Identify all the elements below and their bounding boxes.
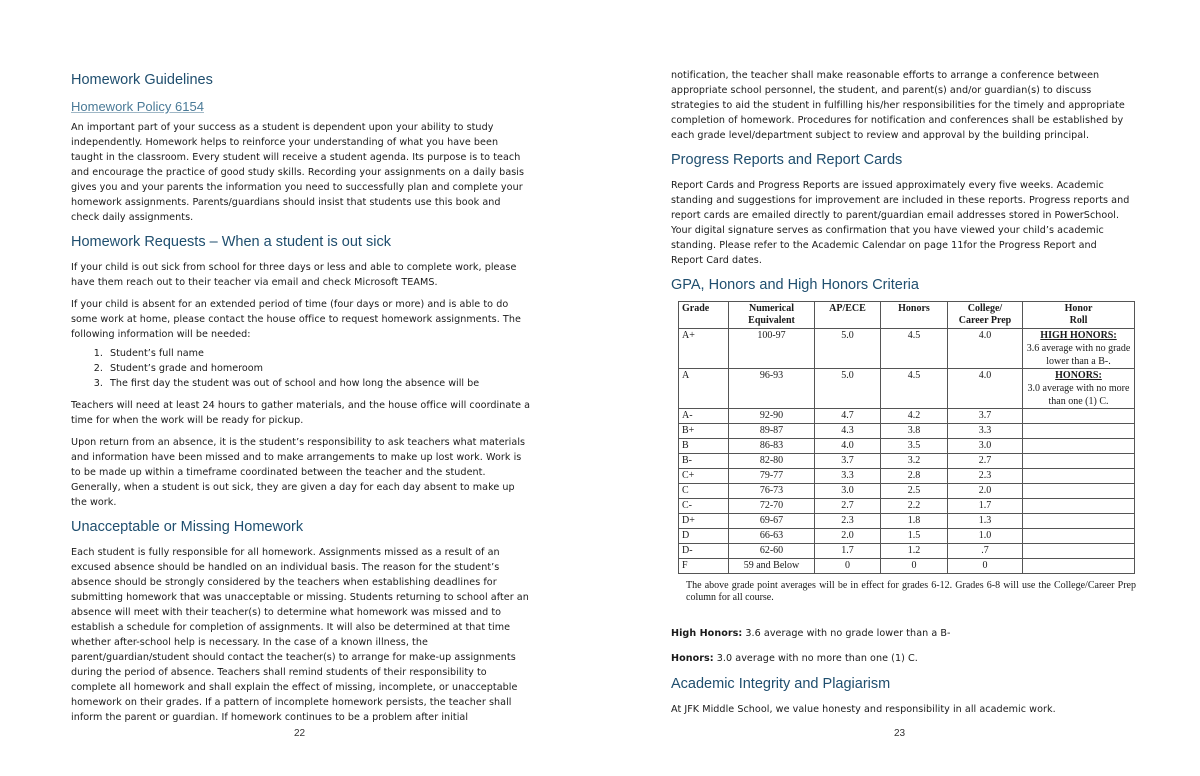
cell-honors: 3.8 [881,424,948,439]
requests-paragraph-1: If your child is out sick from school for three days or less and able to complete work, please have them reach out to their teacher via email and check Microsoft TEAMS. [71,262,517,288]
cell-honors: 4.5 [881,329,948,369]
column-header-honor-roll [1023,302,1135,329]
progress-reports-heading: Progress Reports and Report Cards [671,152,903,168]
cell-honors: 1.5 [881,529,948,544]
cell-college: 4.0 [948,329,1023,369]
cell-numerical: 62-60 [729,544,815,559]
cell-numerical: 59 and Below [729,559,815,574]
table-row [679,424,1135,439]
page-22-content [71,70,531,732]
table-row [679,409,1135,424]
honors-label: Honors: [671,653,714,664]
cell-numerical: 86-83 [729,439,815,454]
cell-empty [1023,499,1135,514]
cell-ap: 2.3 [815,514,881,529]
cell-honors: 4.5 [881,369,948,409]
cell-numerical: 96-93 [729,369,815,409]
cell-honors: 0 [881,559,948,574]
cell-empty [1023,529,1135,544]
requests-paragraph-2: If your child is absent for an extended period of time (four days or more) and is able to do some work at home, please contact the house office to request homework assignments. The following information will be needed: [71,299,521,340]
high-honors-title: HIGH HONORS: [1040,330,1117,341]
table-row [679,544,1135,559]
header-line: Honor [1064,303,1093,314]
cell-grade: C+ [679,469,729,484]
page-number: 23 [894,728,906,739]
header-line: College/ [967,303,1003,314]
cell-empty [1023,424,1135,439]
cell-grade: A+ [679,329,729,369]
column-header-numerical [729,302,815,329]
cell-grade: A [679,369,729,409]
table-row [679,439,1135,454]
unacceptable-homework-paragraph: Each student is fully responsible for all homework. Assignments missed as a result of an excused absence should be handled on an individual basis. The reason for the student’s absence should be strongly considered by the teachers when establishing deadlines for submitting homework that was unacceptable or missing. Students returning to school after an absence will meet with their teacher(s) to determine what homework was missed and to establish a schedule for completion of assignments. It will also be determined at that time whether after-school help is necessary. In the case of a known illness, the parent/guardian/student should contact the teacher(s) to arrange for make-up assignments during the period of absence. Teachers shall remind students of their responsibility to complete all homework and shall explain the effect of missing, incomplete, or unacceptable homework on their grades. If a pattern of incomplete homework persists, the teacher shall inform the parent or guardian. If homework continues to be a problem after initial [71,547,529,723]
cell-ap: 1.7 [815,544,881,559]
page-23-content [671,68,1136,724]
homework-requests-heading: Homework Requests – When a student is out sick [71,234,391,250]
column-header-honors: Honors [881,302,948,329]
cell-college: 1.0 [948,529,1023,544]
cell-grade: B- [679,454,729,469]
cell-empty [1023,484,1135,499]
cell-ap: 3.7 [815,454,881,469]
cell-college: 1.7 [948,499,1023,514]
cell-grade: D [679,529,729,544]
table-row [679,529,1135,544]
column-header-grade: Grade [679,302,729,329]
cell-empty [1023,469,1135,484]
cell-honors: 2.2 [881,499,948,514]
cell-grade: A- [679,409,729,424]
gpa-criteria-heading: GPA, Honors and High Honors Criteria [671,277,919,293]
list-item: 1. Student’s full name [106,346,531,361]
homework-guidelines-heading: Homework Guidelines [71,72,213,88]
cell-numerical: 66-63 [729,529,815,544]
cell-numerical: 100-97 [729,329,815,369]
cell-college: 3.0 [948,439,1023,454]
cell-ap: 3.3 [815,469,881,484]
honors-criteria-text: 3.0 average with no more than one (1) C. [713,653,918,664]
requests-paragraph-4: Upon return from an absence, it is the student’s responsibility to ask teachers what materials and information have been missed and to make arrangements to make up lost work. Work is to be made up within a timeframe coordinated between the teacher and the student. Generally, when a student is out sick, they are given a day for each day absent to make up the work. [71,437,526,508]
cell-honors: 1.8 [881,514,948,529]
cell-grade: D- [679,544,729,559]
cell-college: 2.3 [948,469,1023,484]
cell-numerical: 76-73 [729,484,815,499]
cell-honors-note [1023,369,1135,409]
cell-college: 2.7 [948,454,1023,469]
honors-criteria [671,651,1131,666]
cell-ap: 3.0 [815,484,881,499]
unacceptable-homework-heading: Unacceptable or Missing Homework [71,519,304,535]
high-honors-label: High Honors: [671,628,743,639]
cell-ap: 4.7 [815,409,881,424]
academic-integrity-heading: Academic Integrity and Plagiarism [671,676,891,692]
column-header-college [948,302,1023,329]
cell-ap: 5.0 [815,369,881,409]
header-line: Career Prep [958,315,1012,326]
cell-empty [1023,454,1135,469]
list-item: 3. The first day the student was out of school and how long the absence will be [106,376,531,391]
cell-numerical: 79-77 [729,469,815,484]
cell-ap: 2.7 [815,499,881,514]
cell-ap: 4.3 [815,424,881,439]
homework-intro-paragraph: An important part of your success as a student is dependent upon your ability to study independently. Homework helps to reinforce your understanding of what you have been taught in the classroom. Every student will receive a student agenda. Its purpose is to teach and encourage the practice of good study skills. Recording your assignments on a daily basis gives you and your parents the information you need to successfully plan and complete your homework assignments. Parents/guardians should insist that students use this book and check daily assignments. [71,122,525,223]
column-header-ap: AP/ECE [815,302,881,329]
cell-honors: 2.5 [881,484,948,499]
cell-grade: B+ [679,424,729,439]
cell-grade: B [679,439,729,454]
cell-ap: 4.0 [815,439,881,454]
cell-college: 3.3 [948,424,1023,439]
table-header-row [679,302,1135,329]
cell-numerical: 92-90 [729,409,815,424]
honors-text: 3.0 average with no more than one (1) C. [1027,383,1130,407]
cell-ap: 5.0 [815,329,881,369]
cell-grade: C- [679,499,729,514]
progress-reports-paragraph: Report Cards and Progress Reports are issued approximately every five weeks. Academic standing and suggestions for improvement are included in these reports. Progress reports and report cards are emailed directly to parent/guardian email addresses stored in PowerSchool. Your digital signature serves as confirmation that you have viewed your child’s academic standing. Please refer to the Academic Calendar on page 11for the Progress Report and Report Card dates. [671,180,1130,266]
table-row [679,454,1135,469]
list-item: 2. Student’s grade and homeroom [106,361,531,376]
homework-policy-heading: Homework Policy 6154 [71,99,204,114]
cell-numerical: 69-67 [729,514,815,529]
cell-numerical: 72-70 [729,499,815,514]
high-honors-criteria-text: 3.6 average with no grade lower than a B- [742,628,951,639]
gpa-table [678,301,1135,574]
high-honors-criteria [671,626,1131,641]
cell-college: 1.3 [948,514,1023,529]
academic-integrity-paragraph: At JFK Middle School, we value honesty and responsibility in all academic work. [671,704,1056,715]
table-row [679,514,1135,529]
gpa-table-footnote: The above grade point averages will be in effect for grades 6-12. Grades 6-8 will use the College/Career Prep column for all course. [686,580,1136,603]
table-row [679,329,1135,369]
header-line: Roll [1069,315,1088,326]
cell-college: 2.0 [948,484,1023,499]
cell-empty [1023,409,1135,424]
table-row [679,499,1135,514]
high-honors-text: 3.6 average with no grade lower than a B-. [1026,343,1131,367]
cell-college: 0 [948,559,1023,574]
cell-college: .7 [948,544,1023,559]
cell-college: 4.0 [948,369,1023,409]
cell-honors: 4.2 [881,409,948,424]
cell-numerical: 89-87 [729,424,815,439]
cell-honors: 1.2 [881,544,948,559]
header-line: Numerical [749,303,794,314]
cell-empty [1023,544,1135,559]
cell-college: 3.7 [948,409,1023,424]
table-row [679,484,1135,499]
continuation-paragraph: notification, the teacher shall make reasonable efforts to arrange a conference between appropriate school personnel, the student, and parent(s) and/or guardian(s) to discuss strategies to aid the student in fulfilling his/her responsibilities for the timely and appropriate completion of homework. Procedures for notification and conferences shall be established by each grade level/department subject to review and approval by the building principal. [671,70,1125,141]
cell-empty [1023,559,1135,574]
cell-high-honors-note [1023,329,1135,369]
table-row [679,559,1135,574]
page-23 [600,0,1200,776]
table-row [679,469,1135,484]
cell-empty [1023,439,1135,454]
requests-paragraph-3: Teachers will need at least 24 hours to gather materials, and the house office will coordinate a time for when the work will be ready for pickup. [71,400,531,426]
cell-ap: 2.0 [815,529,881,544]
honors-title: HONORS: [1055,370,1102,381]
required-information-list [106,346,531,391]
cell-empty [1023,514,1135,529]
page-number: 22 [294,728,306,739]
cell-ap: 0 [815,559,881,574]
cell-honors: 3.5 [881,439,948,454]
cell-grade: C [679,484,729,499]
cell-numerical: 82-80 [729,454,815,469]
header-line: Equivalent [748,315,795,326]
cell-grade: F [679,559,729,574]
cell-grade: D+ [679,514,729,529]
table-row [679,369,1135,409]
cell-honors: 2.8 [881,469,948,484]
cell-honors: 3.2 [881,454,948,469]
